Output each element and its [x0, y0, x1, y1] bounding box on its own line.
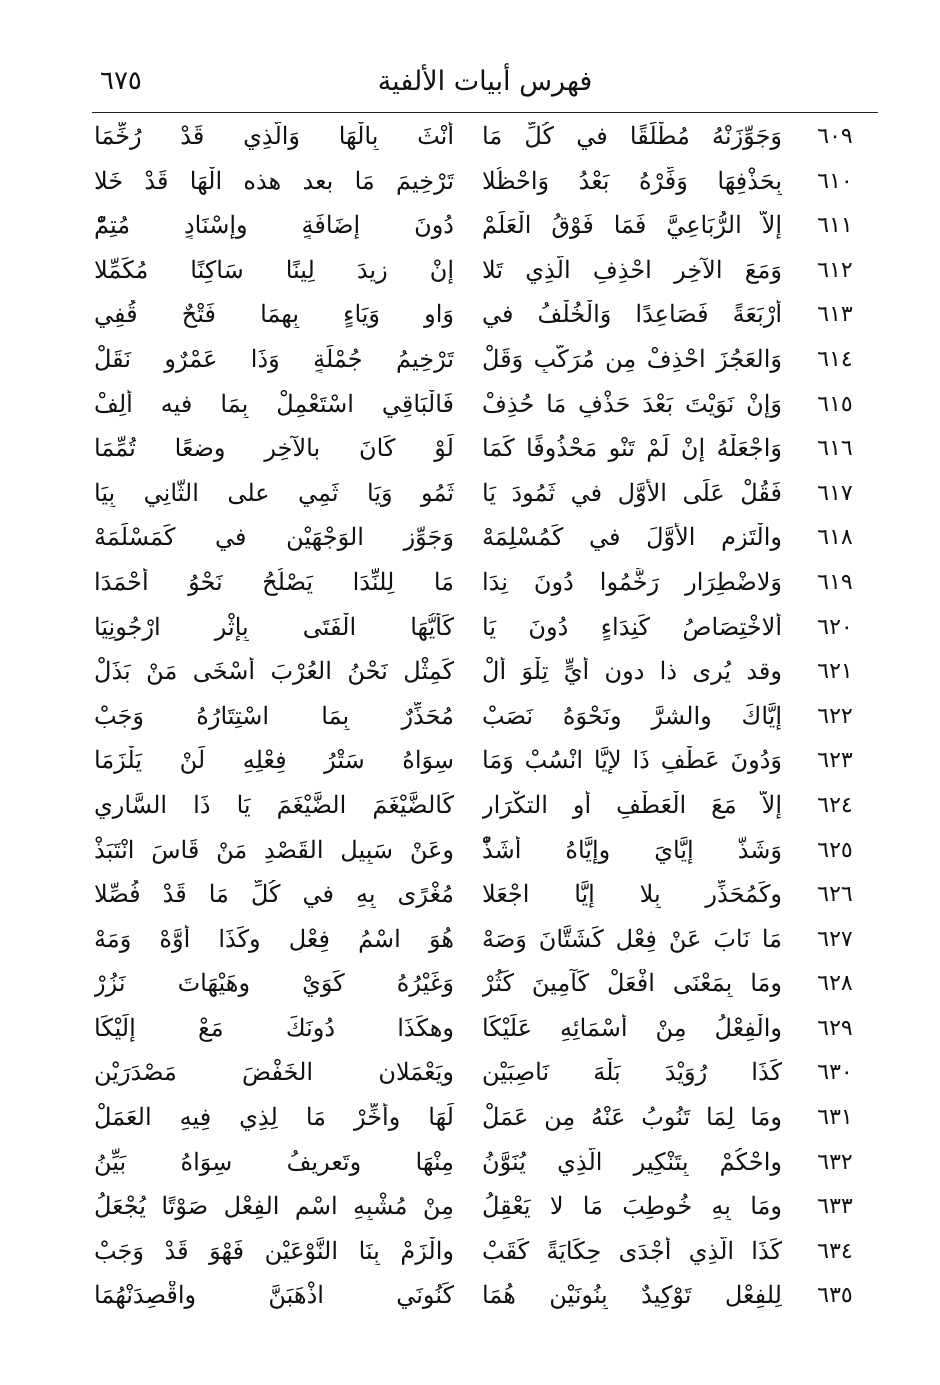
second-hemistich: وهكَذَا دُونَكَ مَعْ إلَيْكَا	[94, 1013, 454, 1042]
verse-number: ٦١٢	[817, 257, 853, 283]
verse-number: ٦١١	[817, 213, 853, 239]
verse-row	[92, 207, 878, 252]
first-hemistich: والْتَزِمِ الأوَّلَ في كَمُسْلِمَهْ	[482, 523, 782, 552]
verse-row	[92, 921, 878, 966]
verse-row	[92, 876, 878, 921]
second-hemistich: إنْ زِيدَ لِينًا سَاكِنًا مُكَمِّلا	[94, 255, 454, 284]
verse-number: ٦١٣	[817, 302, 853, 328]
verse-row	[92, 386, 878, 431]
second-hemistich: ثَمُو وَيَا ثَمِي على الثَّانِي بِيَا	[94, 478, 454, 507]
verse-number: ٦٣٠	[817, 1060, 853, 1086]
verse-row	[92, 653, 878, 698]
verse-number: ٦٢٣	[817, 748, 853, 774]
verse-row	[92, 1144, 878, 1189]
first-hemistich: وَمَعَ الآخِرِ احْذِفِ الَّذِي تَلا	[482, 255, 782, 284]
verse-row	[92, 519, 878, 564]
verse-row	[92, 742, 878, 787]
first-hemistich: وَلاضْطِرَارٍ رَخَّمُوا دُونَ نِدَا	[482, 567, 782, 596]
second-hemistich: وَغَيْرُهُ كَوَيْ وهَيْهَاتَ نَزُرْ	[94, 969, 454, 998]
first-hemistich: كَذَا رُوَيْدَ بَلْهَ نَاصِبَيْنِ	[482, 1058, 782, 1087]
verse-number: ٦٣٢	[817, 1149, 853, 1175]
second-hemistich: والْزَمْ بِنَا النَّوْعَيْنِ فَهْوَ قَدْ وَجَبْ	[94, 1236, 454, 1265]
first-hemistich: إلاَّ الرُّبَاعِيَّ فَمَا فَوْقُ الْعَلَمْ	[482, 211, 782, 240]
first-hemistich: ومَا لِمَا تَنُوبُ عَنْهُ مِن عَمَلْ	[482, 1103, 782, 1132]
verse-number: ٦١٧	[817, 480, 853, 506]
verse-number: ٦١٨	[817, 525, 853, 551]
verse-number: ٦٢٦	[817, 882, 853, 908]
verse-row	[92, 698, 878, 743]
page-header	[92, 64, 878, 113]
verse-number: ٦١٠	[817, 168, 853, 194]
verse-row	[92, 1188, 878, 1233]
verse-row	[92, 787, 878, 832]
first-hemistich: وَشَذَّ إيَّايَ وإيَّاهُ أشَذّْ	[482, 835, 782, 864]
second-hemistich: تَرْخِيمَ مَا بعد هذه الْهَا قَدْ خَلا	[94, 166, 454, 195]
verse-row	[92, 296, 878, 341]
verse-row	[92, 118, 878, 163]
second-hemistich: وعَنْ سَبِيلِ القَصْدِ مَنْ قَاسَ انْتَبَذْ	[94, 835, 454, 864]
second-hemistich: كَأَيُّهَا الْفَتَى بِإثْرِ ارْجُونِيَا	[94, 612, 454, 641]
first-hemistich: واحْكُمْ بِتَنْكِيرِ الَّذِي يُنَوَّنُ	[482, 1147, 782, 1176]
verse-index-list	[92, 118, 878, 1322]
second-hemistich: مِنْ مُشْبِهِ اسْمِ الفِعْلِ صَوْتًا يُجْعَلُ	[94, 1192, 454, 1221]
verse-number: ٦٢٥	[817, 837, 853, 863]
verse-row	[92, 475, 878, 520]
verse-number: ٦٠٩	[817, 124, 853, 149]
running-title: فهرس أبيات الألفية	[377, 66, 593, 97]
verse-row	[92, 1054, 878, 1099]
second-hemistich: تَرْخِيمُ جُمْلَةٍ وَذَا عَمْرٌو نَقَلْ	[94, 344, 454, 373]
second-hemistich: وَجَوِّزِ الوَجْهَيْنِ في كَمَسْلَمَهْ	[94, 523, 454, 552]
second-hemistich: كَنُونَيِ اذْهَبَنَّ واقْصِدَنْهُمَا	[94, 1281, 454, 1310]
second-hemistich: مُغْرًى بِهِ في كُلِّ مَا قَدْ فُصِّلا	[94, 880, 454, 909]
verse-row	[92, 430, 878, 475]
second-hemistich: كَمِثْلِ نَحْنُ العُرْبَ أسْخَى مَنْ بَذَلْ	[94, 657, 454, 686]
second-hemistich: سِوَاهُ سَتْرُ فِعْلِهِ لَنْ يَلْزَمَا	[94, 746, 454, 775]
verse-number: ٦١٤	[817, 346, 853, 372]
verse-number: ٦١٦	[817, 436, 853, 462]
verse-number: ٦٢٨	[817, 971, 853, 997]
verse-row	[92, 609, 878, 654]
second-hemistich: فَالْبَاقِي اسْتَعْمِلْ بِمَا فيه أُلِفْ	[94, 389, 454, 418]
first-hemistich: كَذَا الَّذِي أجْدَى حِكَايَةً كَقَبْ	[482, 1236, 782, 1265]
second-hemistich: دُونَ إضَافَةٍ وإسْنَادٍ مُتِمّْ	[94, 211, 454, 240]
second-hemistich: مِنْهَا وتَعرِيفُ سِوَاهُ بَيِّنُ	[94, 1147, 454, 1176]
first-hemistich: إلاَّ مَعَ الْعَطْفِ أو التكْرَارِ	[482, 790, 782, 819]
first-hemistich: ومَا بِهِ خُوطِبَ مَا لا يَعْقِلُ	[482, 1192, 782, 1221]
first-hemistich: مَا نَابَ عَنْ فِعْلٍ كَشَتَّانَ وَصَهْ	[482, 924, 782, 953]
first-hemistich: لِلفِعْلِ تَوْكِيدٌ بِنُونَيْنِ هُمَا	[482, 1281, 782, 1310]
first-hemistich: وقد يُرى ذا دون أيٍّ تِلْوَ أَلْ	[482, 657, 782, 686]
first-hemistich: إيَّاكَ والشرَّ ونَحْوَهُ نَصَبْ	[482, 701, 782, 730]
verse-number: ٦١٩	[817, 569, 853, 595]
second-hemistich: مُحَذِّرٌ بِمَا اسْتِتَارُهُ وَجَبْ	[94, 701, 454, 730]
verse-row	[92, 163, 878, 208]
second-hemistich: كَالضَّيْغَمَ الضَّيْغَمَ يَا ذَا السَّارِي	[94, 790, 454, 819]
verse-row	[92, 965, 878, 1010]
first-hemistich: بِحَذْفِهَا وَفِّرْهُ بَعْدُ وَاحْظُلا	[482, 166, 782, 195]
verse-number: ٦٢٢	[817, 703, 853, 729]
verse-number: ٦١٥	[817, 391, 853, 417]
verse-row	[92, 1010, 878, 1055]
first-hemistich: والْفِعْلُ مِنْ أسْمَائِهِ عَلَيْكَا	[482, 1013, 782, 1042]
verse-row	[92, 1099, 878, 1144]
first-hemistich: فَقُلْ عَلَى الأوَّلِ في ثَمُودَ يَا	[482, 478, 782, 507]
verse-number: ٦٢٠	[817, 614, 853, 640]
second-hemistich: لَوْ كَانَ بالآخِرِ وضعًا تُمِّمَا	[94, 434, 454, 463]
verse-row	[92, 341, 878, 386]
first-hemistich: ومَا بِمَعْنَى افْعَلْ كَآمِينَ كَثُرْ	[482, 969, 782, 998]
verse-number: ٦٢١	[817, 659, 853, 685]
second-hemistich: مَا لِلنِّدَا يَصْلُحُ نَحْوُ أحْمَدَا	[94, 567, 454, 596]
verse-number: ٦٣٥	[817, 1283, 853, 1309]
verse-row	[92, 1233, 878, 1278]
second-hemistich: ويَعْمَلانِ الخَفْضَ مَصْدَرَيْنِ	[94, 1058, 454, 1087]
second-hemistich: وَاوٍ وَيَاءٍ بِهِمَا فَتْحٌ قُفِي	[94, 300, 454, 329]
verse-number: ٦٢٧	[817, 926, 853, 952]
first-hemistich: وَاجْعَلْهُ إنْ لَمْ تَنْوِ مَحْذُوفًا كَمَا	[482, 434, 782, 463]
second-hemistich: هُوَ اسْمُ فِعْلٍ وكَذَا أوَّهْ وَمَهْ	[94, 924, 454, 953]
verse-row	[92, 832, 878, 877]
second-hemistich: أُنْثَ بِالْهَا وَالَّذِي قَدْ رُخِّمَا	[94, 122, 454, 150]
first-hemistich: وَدُونَ عَطْفٍ ذَا لإيَّا انْسُبْ وَمَا	[482, 746, 782, 775]
verse-number: ٦٢٩	[817, 1015, 853, 1041]
first-hemistich: وَجَوِّزَنْهُ مُطْلَقًا في كُلِّ مَا	[482, 122, 782, 150]
verse-row	[92, 252, 878, 297]
verse-number: ٦٣٣	[817, 1194, 853, 1220]
first-hemistich: أرْبَعَةً فَصَاعِدًا وَالْخُلْفُ في	[482, 300, 782, 329]
verse-row	[92, 564, 878, 609]
first-hemistich: وكَمُحَذِّرٍ بِلا إيَّا اجْعَلا	[482, 880, 782, 909]
verse-row	[92, 1277, 878, 1322]
page-number: ٦٧٥	[100, 66, 142, 96]
verse-number: ٦٣١	[817, 1105, 853, 1131]
verse-number: ٦٣٤	[817, 1238, 853, 1264]
second-hemistich: لَهَا وأخِّرْ مَا لِذِي فِيهِ العَمَلْ	[94, 1103, 454, 1132]
verse-number: ٦٢٤	[817, 792, 853, 818]
first-hemistich: وَإنْ نَوَيْتَ بَعْدَ حَذْفٍ مَا حُذِفْ	[482, 389, 782, 418]
first-hemistich: أَلاخْتِصَاصُ كَنِدَاءٍ دُونَ يَا	[482, 612, 782, 641]
first-hemistich: وَالعَجُزَ احْذِفْ مِن مُرَكَّبٍ وَقَلْ	[482, 344, 782, 373]
